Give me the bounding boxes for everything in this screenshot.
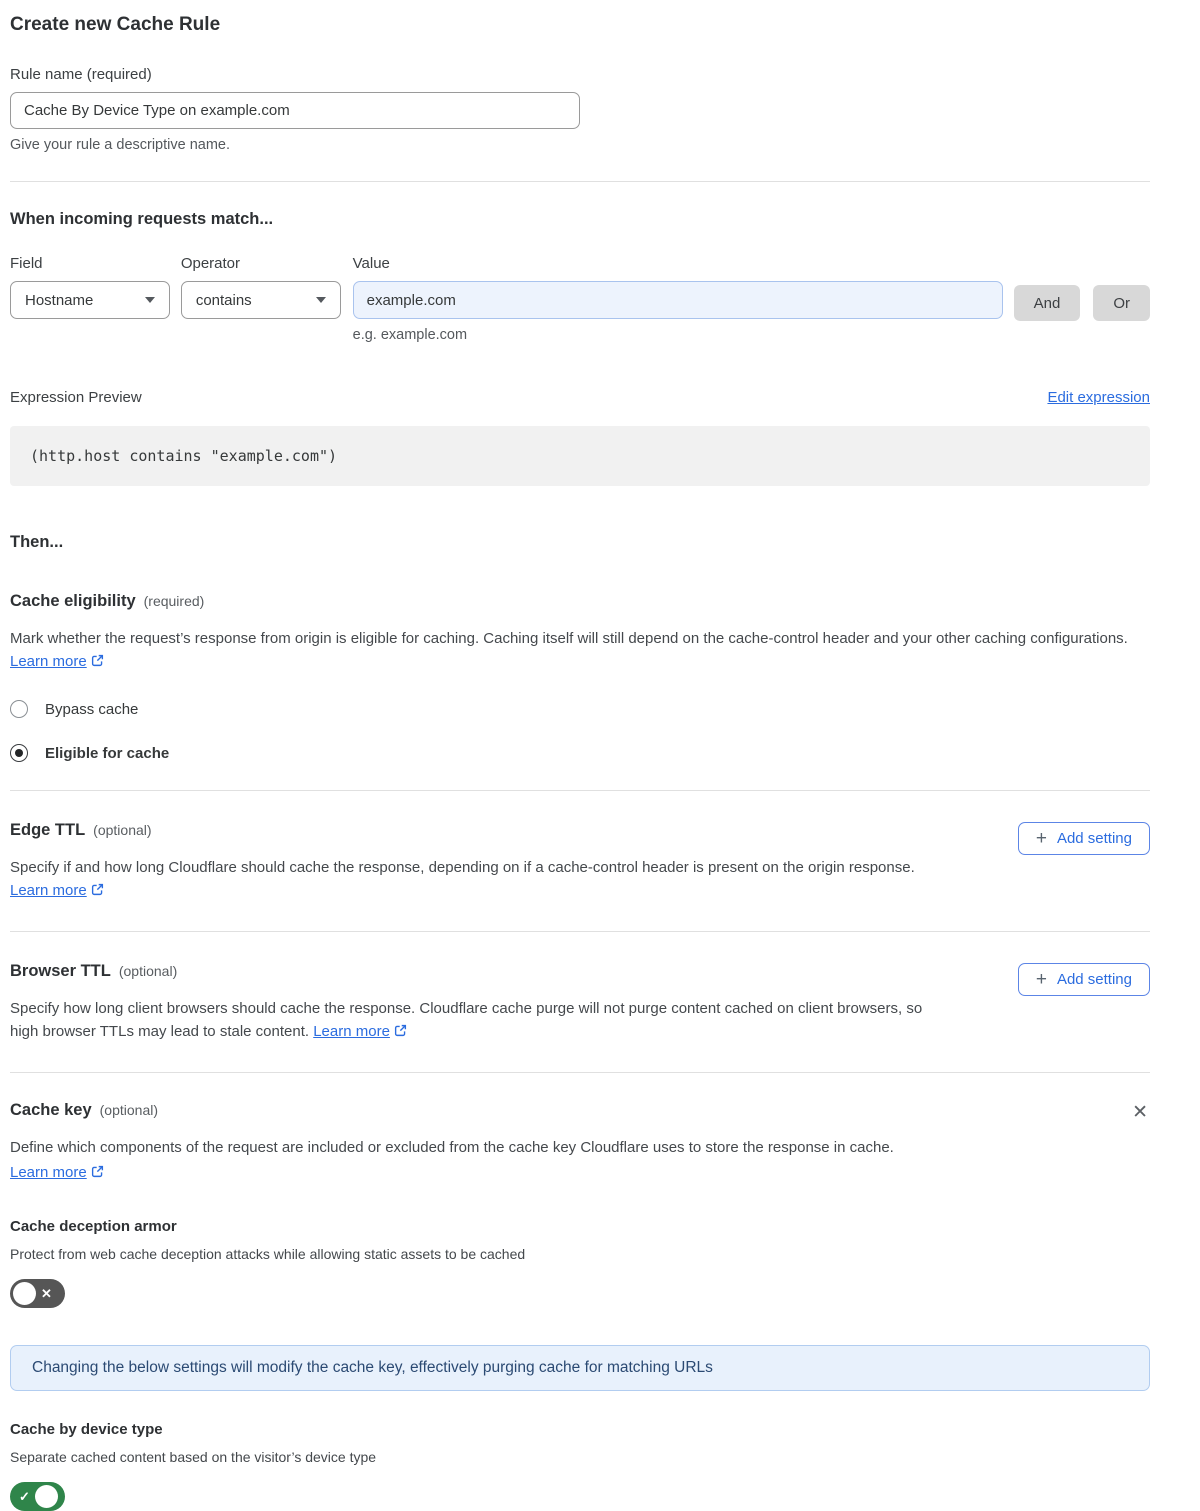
cache-key-tag: (optional)	[99, 1102, 159, 1118]
cache-by-device-type-toggle[interactable]	[10, 1482, 65, 1511]
plus-icon: +	[1035, 828, 1047, 849]
expression-code: (http.host contains "example.com")	[30, 447, 338, 465]
external-link-icon	[91, 880, 104, 903]
match-row	[10, 255, 1150, 343]
eligible-for-cache-radio[interactable]	[10, 744, 169, 762]
conjunction-buttons	[1014, 255, 1150, 321]
browser-ttl-learn-more-link[interactable]: Learn more	[313, 1023, 390, 1040]
edge-ttl-learn-more-link[interactable]: Learn more	[10, 882, 87, 899]
bypass-cache-radio[interactable]	[10, 700, 138, 718]
bypass-cache-label: Bypass cache	[45, 700, 139, 718]
and-button[interactable]: And	[1014, 285, 1081, 321]
cache-eligibility-heading: Cache eligibility	[10, 592, 136, 610]
value-helper: e.g. example.com	[352, 327, 468, 343]
browser-ttl-heading: Browser TTL	[10, 962, 111, 980]
section-divider	[10, 790, 1150, 791]
edge-ttl-tag: (optional)	[93, 822, 152, 838]
toggle-check-icon: ✓	[19, 1488, 30, 1504]
browser-ttl-description: Specify how long client browsers should cache the response. Cloudflare cache purge will not purge content cached on client browsers, so high browser TTLs may lead to stale content. Learn more	[10, 997, 945, 1044]
section-divider	[10, 181, 1150, 182]
expression-header	[10, 389, 1150, 406]
cache-eligibility-learn-more-link[interactable]: Learn more	[10, 653, 87, 670]
edge-ttl-description: Specify if and how long Cloudflare should cache the response, depending on if a cache-control header is present on the origin response. Learn more	[10, 856, 945, 903]
operator-label: Operator	[180, 255, 241, 272]
match-section	[10, 210, 1150, 343]
cache-eligibility-tag: (required)	[143, 593, 205, 609]
toggle-knob	[13, 1282, 36, 1305]
toggle-knob	[35, 1485, 58, 1508]
radio-selected-icon	[10, 744, 28, 762]
create-cache-rule-form	[10, 14, 1150, 1511]
edge-ttl-add-setting-button[interactable]: + Add setting	[1018, 822, 1150, 855]
field-label: Field	[10, 255, 43, 272]
edge-ttl-heading-row	[10, 821, 1150, 840]
cache-eligibility-section	[10, 592, 1150, 762]
chevron-down-icon	[145, 297, 155, 303]
cache-eligibility-description: Mark whether the request’s response from origin is eligible for caching. Caching itself will still depend on the cache-control header and your other caching configurations. Learn more	[10, 627, 1150, 674]
rule-name-group	[10, 66, 1150, 153]
cache-key-heading: Cache key	[10, 1101, 92, 1119]
radio-unselected-icon	[10, 700, 28, 718]
eligible-for-cache-label: Eligible for cache	[45, 744, 170, 762]
cache-key-heading-row	[10, 1101, 1150, 1123]
then-heading: Then...	[10, 533, 64, 551]
expression-code-block	[10, 426, 1150, 486]
expression-preview-label: Expression Preview	[10, 389, 142, 406]
browser-ttl-heading-row	[10, 962, 1150, 981]
chevron-down-icon	[316, 297, 326, 303]
rule-name-input[interactable]	[10, 92, 580, 129]
field-select[interactable]	[10, 281, 170, 319]
cache-key-learn-more-row	[10, 1161, 1150, 1185]
browser-ttl-tag: (optional)	[118, 963, 178, 979]
cache-key-description: Define which components of the request are included or excluded from the cache key Cloudflare uses to store the response in cache.	[10, 1139, 894, 1156]
edge-ttl-heading: Edge TTL	[10, 821, 86, 839]
operator-column	[181, 255, 341, 319]
toggle-x-icon: ✕	[41, 1285, 52, 1301]
cache-eligibility-heading-row	[10, 592, 1150, 611]
cache-deception-armor-toggle[interactable]	[10, 1279, 65, 1308]
value-column	[353, 255, 1003, 343]
cache-by-device-type-description: Separate cached content based on the visitor’s device type	[10, 1449, 377, 1465]
close-icon[interactable]: ✕	[1132, 1102, 1148, 1123]
rule-name-label: Rule name (required)	[10, 66, 152, 83]
cache-key-info-banner: Changing the below settings will modify the cache key, effectively purging cache for matching URLs	[10, 1345, 1150, 1391]
field-select-value: Hostname	[25, 291, 94, 309]
external-link-icon	[91, 1162, 104, 1185]
operator-select-value: contains	[195, 291, 252, 309]
value-input[interactable]	[353, 281, 1003, 319]
external-link-icon	[394, 1021, 407, 1044]
cache-key-learn-more-link[interactable]: Learn more	[10, 1164, 87, 1181]
section-divider	[10, 931, 1150, 932]
or-button[interactable]: Or	[1093, 285, 1150, 321]
section-divider	[10, 1072, 1150, 1073]
cache-by-device-type-heading: Cache by device type	[10, 1421, 163, 1438]
edit-expression-link[interactable]: Edit expression	[1047, 389, 1150, 406]
value-label: Value	[352, 255, 390, 272]
external-link-icon	[91, 651, 104, 674]
cache-deception-armor-description: Protect from web cache deception attacks while allowing static assets to be cached	[10, 1246, 526, 1262]
cache-by-device-type-block	[10, 1421, 1150, 1511]
operator-select[interactable]	[181, 281, 341, 319]
edge-ttl-section	[10, 821, 1150, 903]
rule-name-helper: Give your rule a descriptive name.	[10, 137, 231, 153]
cache-deception-armor-heading: Cache deception armor	[10, 1218, 177, 1235]
cache-key-section	[10, 1101, 1150, 1511]
browser-ttl-section	[10, 962, 1150, 1044]
field-column	[10, 255, 170, 319]
browser-ttl-add-setting-button[interactable]: + Add setting	[1018, 963, 1150, 996]
match-heading: When incoming requests match...	[10, 210, 274, 228]
page-title: Create new Cache Rule	[10, 14, 221, 35]
plus-icon: +	[1035, 969, 1047, 990]
